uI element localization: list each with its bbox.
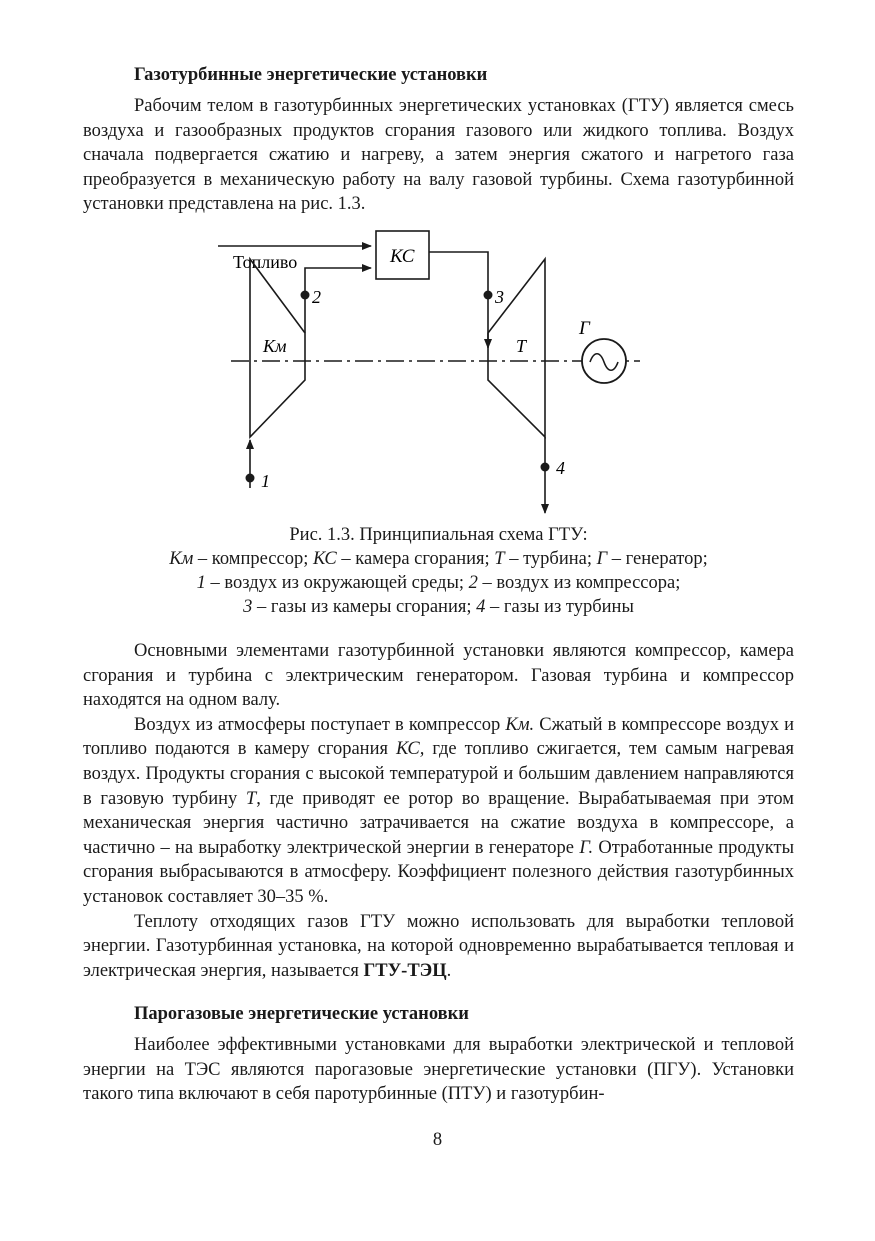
figure-legend-line-2 (83, 571, 794, 595)
legend-t-desc: – турбина; (504, 548, 597, 569)
section-heading-gtu: Газотурбинные энергетические установки (134, 65, 488, 85)
p2-part-e: Отработанные продукты сгорания выбрасываются в атмосферу. Коэффициент полезного действия газотурбинных установок составляет 30–35 %. (83, 837, 794, 907)
p2-km: Км. (505, 714, 535, 735)
gtu-schematic-figure (83, 223, 794, 523)
compressor-label: Км (263, 335, 287, 356)
spacer (83, 983, 794, 1001)
body-paragraph-1: Основными элементами газотурбинной установки являются компрессор, камера сгорания и турбина с электрическим генератором. Газовая турбина и компрессор находятся на одном валу. (83, 640, 794, 711)
figure-legend-line-1 (83, 547, 794, 571)
combustion-gas-line (429, 252, 488, 348)
legend-km-desc: – компрессор; (193, 548, 313, 569)
section-heading-pgu: Парогазовые энергетические установки (134, 1004, 469, 1025)
legend-n2-desc: – воздух из компрессора; (477, 572, 681, 593)
point-1-dot (246, 473, 255, 482)
p3-end: . (446, 960, 452, 981)
legend-n4: 4 (476, 596, 486, 617)
legend-ks: КС (312, 548, 337, 569)
point-4-dot (541, 462, 550, 471)
combustion-chamber-label: КС (390, 245, 415, 267)
legend-n1: 1 (196, 572, 206, 593)
legend-n2: 2 (468, 572, 478, 593)
body-paragraph-2 (83, 713, 794, 910)
body-paragraph-3 (83, 910, 794, 984)
spacer (83, 619, 794, 639)
p2-t: Т (245, 788, 257, 809)
point-3-dot (484, 290, 493, 299)
legend-t: Т (494, 548, 505, 569)
p2-part-d: , где приводят ее ротор во вращение. Вырабатываемая при этом механическая энергия частично затрачивается на сжатие воздуха в компрессоре, а частично – на выработку электрической энергии в генераторе (83, 788, 794, 858)
legend-g: Г (596, 548, 608, 569)
p3-bold-term: ГТУ-ТЭЦ (363, 960, 447, 981)
p2-ks: КС, (395, 739, 425, 760)
gtu-schematic-diagram (83, 223, 794, 523)
point-1-label: 1 (261, 470, 270, 491)
legend-n4-desc: – газы из турбины (485, 596, 634, 617)
figure-caption-title: Рис. 1.3. Принципиальная схема ГТУ: (289, 524, 588, 545)
legend-n3: 3 (243, 596, 253, 617)
p2-g: Г. (579, 837, 594, 858)
legend-km: Км (169, 548, 194, 569)
turbine-label: Т (516, 335, 527, 356)
legend-g-desc: – генератор; (607, 548, 708, 569)
point-2-label: 2 (312, 286, 321, 307)
legend-ks-desc: – камера сгорания; (336, 548, 495, 569)
intro-paragraph: Рабочим телом в газотурбинных энергетических установках (ГТУ) является смесь воздуха и газообразных продуктов сгорания газового или жидкого топлива. Воздух сначала подвергается сжатию и нагреву, а затем энергия сжатого и нагретого газа преобразуется в механическую работу на валу газовой турбины. Схема газотурбинной установки представлена на рис. 1.3. (83, 96, 794, 215)
p3-part-a: Теплоту отходящих газов ГТУ можно использовать для выработки тепловой энергии. Газотурбинная установка, на которой одновременно вырабатывается тепловая и электрическая энергия, называется (83, 911, 794, 981)
page-number: 8 (432, 1130, 443, 1150)
figure-legend-line-3 (83, 595, 794, 619)
legend-n3-desc: – газы из камеры сгорания; (252, 596, 477, 617)
point-2-dot (301, 290, 310, 299)
point-3-label: 3 (495, 286, 504, 307)
fuel-label: Топливо (233, 251, 298, 272)
legend-n1-desc: – воздух из окружающей среды; (205, 572, 469, 593)
page-content (83, 62, 794, 1107)
generator-label: Г (579, 317, 590, 339)
section2-paragraph: Наиболее эффективными установками для выработки электрической и тепловой энергии на ТЭС являются парогазовые энергетические установки (ПГУ). Установки такого типа включают в себя паротурбинные (ПТУ) и газотурбин- (83, 1035, 794, 1105)
point-4-label: 4 (556, 457, 565, 478)
p2-part-b: Сжатый в компрессоре воздух и топливо подаются в камеру сгорания (83, 714, 795, 760)
p2-part-c: где топливо сжигается, тем самым нагревая воздух. Продукты сгорания с высокой температурой и большим давлением направляются в газовую турбину (83, 739, 794, 809)
p2-part-a: Воздух из атмосферы поступает в компрессор (134, 714, 506, 735)
